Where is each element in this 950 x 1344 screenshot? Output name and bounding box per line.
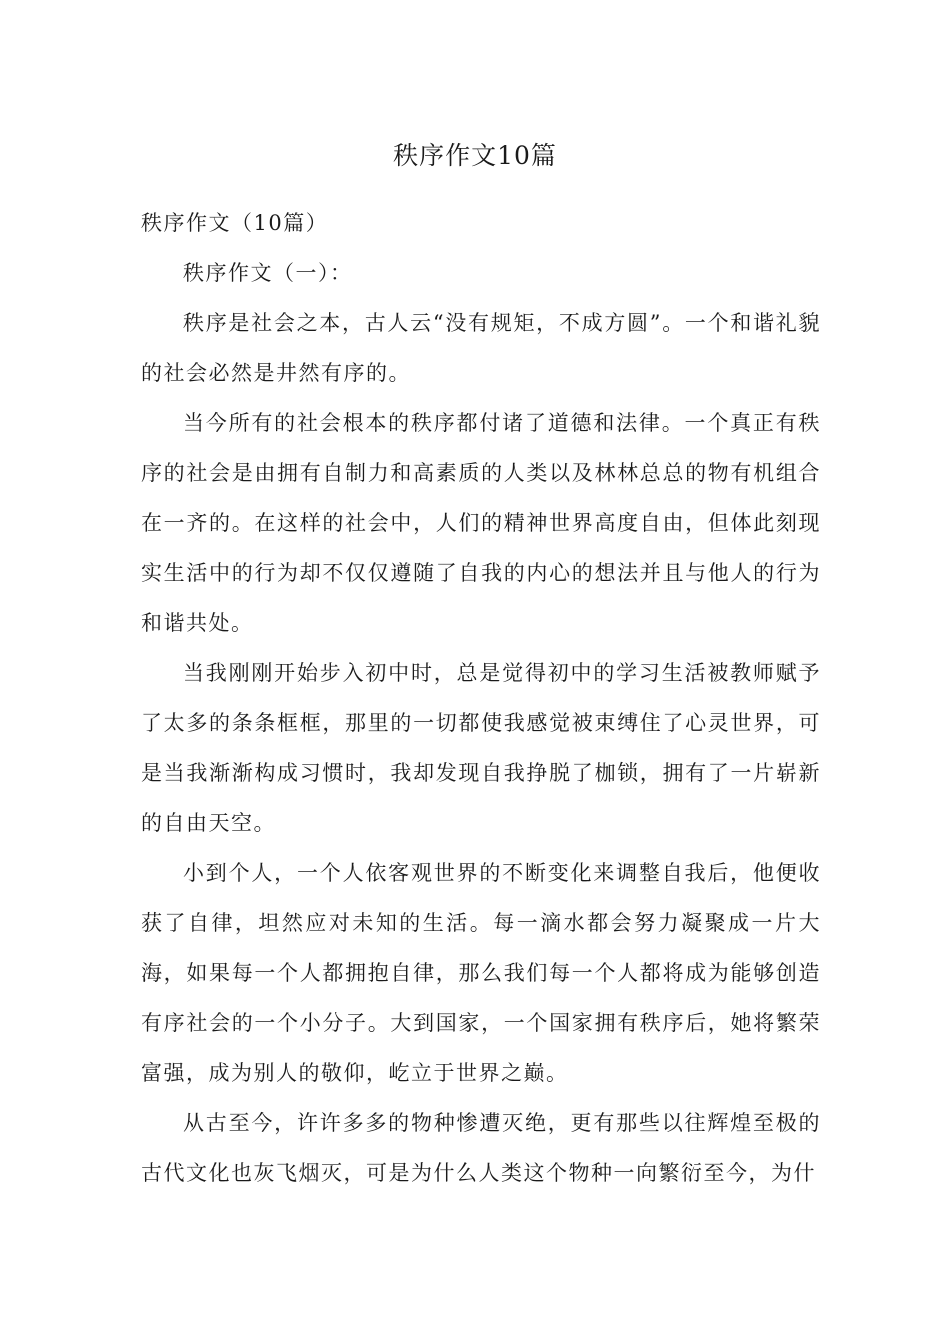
paragraph: 秩序是社会之本，古人云“没有规矩，不成方圆”。一个和谐礼貌的社会必然是井然有序的。 bbox=[141, 311, 821, 385]
paragraph: 小到个人，一个人依客观世界的不断变化来调整自我后，他便收获了自律，坦然应对未知的生活。每一滴水都会努力凝聚成一片大海，如果每一个人都拥抱自律，那么我们每一个人都将成为能够创造有序社会的一个小分子。大到国家，一个国家拥有秩序后，她将繁荣富强，成为别人的敬仰，屹立于世界之巅。 bbox=[141, 861, 821, 1085]
paragraph: 当我刚刚开始步入初中时，总是觉得初中的学习生活被教师赋予了太多的条条框框，那里的一切都使我感觉被束缚住了心灵世界，可是当我渐渐构成习惯时，我却发现自我挣脱了枷锁，拥有了一片崭新的自由天空。 bbox=[141, 661, 821, 835]
paragraph: 从古至今，许许多多的物种惨遭灭绝，更有那些以往辉煌至极的古代文化也灰飞烟灭，可是为什么人类这个物种一向繁衍至今，为什 bbox=[141, 1111, 821, 1185]
document-body bbox=[141, 198, 821, 1198]
section-heading: 秩序作文（一）： bbox=[183, 261, 353, 285]
document-title: 秩序作文10篇 bbox=[393, 141, 557, 170]
document-subtitle: 秩序作文（10篇） bbox=[141, 211, 329, 235]
paragraph: 当今所有的社会根本的秩序都付诸了道德和法律。一个真正有秩序的社会是由拥有自制力和高素质的人类以及林林总总的物有机组合在一齐的。在这样的社会中，人们的精神世界高度自由，但体此刻现实生活中的行为却不仅仅遵随了自我的内心的想法并且与他人的行为和谐共处。 bbox=[141, 411, 821, 635]
